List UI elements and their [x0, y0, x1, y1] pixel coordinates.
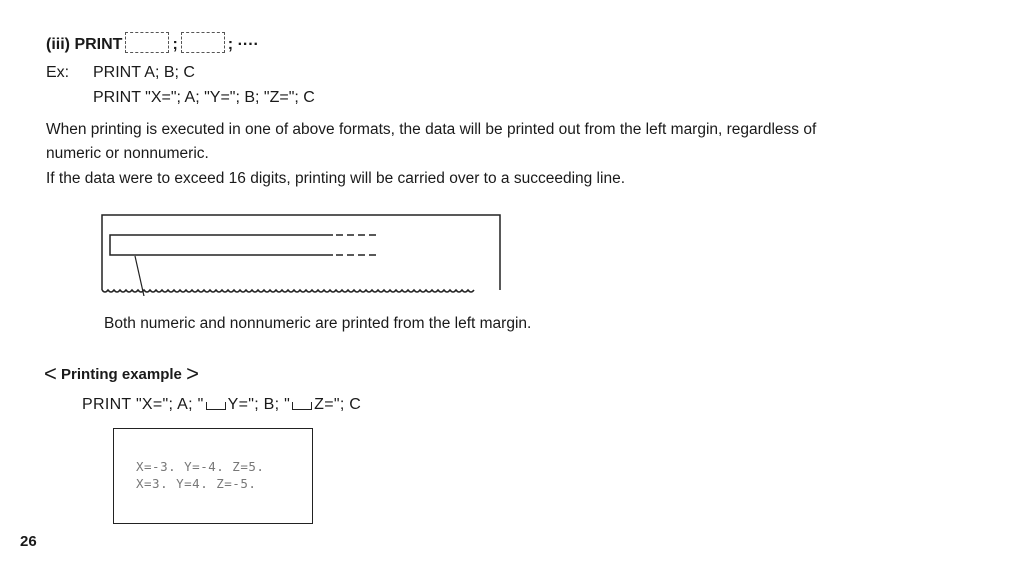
- ellipsis: ····: [237, 36, 259, 53]
- example-line-2: PRINT "X="; A; "Y="; B; "Z="; C: [93, 89, 315, 106]
- paper-diagram: [101, 214, 501, 296]
- space-symbol: [206, 402, 226, 410]
- printout-line-2: X=3. Y=4. Z=-5.: [136, 476, 257, 491]
- page-number: 26: [20, 533, 37, 550]
- torn-edge: [102, 290, 474, 292]
- section-number: (iii): [46, 36, 70, 53]
- placeholder-box: [125, 32, 169, 53]
- paragraph-line-1: When printing is executed in one of above formats, the data will be printed out from the left margin, regardless of: [46, 121, 817, 138]
- space-symbol: [292, 402, 312, 410]
- printout-box: [113, 428, 313, 524]
- printing-example-title: Printing example: [61, 366, 182, 383]
- paragraph-line-2: numeric or nonnumeric.: [46, 145, 209, 162]
- pointer-line: [135, 256, 148, 296]
- continuation-dashes: [336, 235, 377, 255]
- example-line-1: PRINT A; B; C: [93, 64, 195, 81]
- paper-outline: [102, 215, 500, 290]
- paragraph-line-3: If the data were to exceed 16 digits, printing will be carried over to a succeeding line.: [46, 170, 625, 187]
- printing-example-heading: < Printing example >: [44, 361, 199, 386]
- printout-line-1: X=-3. Y=-4. Z=5.: [136, 459, 265, 474]
- print-keyword: PRINT: [74, 36, 123, 53]
- section-heading: (iii) PRINT ; ; ····: [46, 32, 259, 54]
- diagram-caption: Both numeric and nonnumeric are printed from the left margin.: [104, 315, 532, 332]
- example-label: Ex:: [46, 64, 70, 81]
- print-line-bracket: [110, 235, 333, 255]
- printing-example-statement: PRINT "X="; A; " Y="; B; " Z="; C: [82, 396, 362, 413]
- placeholder-box: [181, 32, 225, 53]
